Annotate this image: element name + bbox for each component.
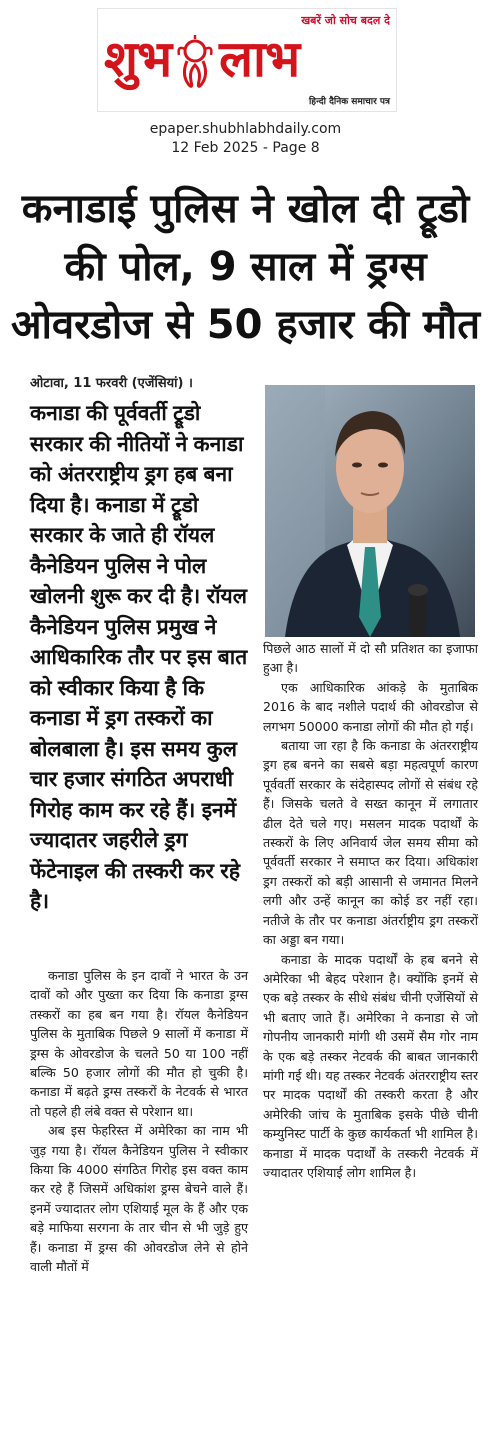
- article-body-left: [30, 966, 248, 1277]
- body-paragraph: पिछले आठ सालों में दो सौ प्रतिशत का इजाफा हुआ है।: [263, 641, 478, 676]
- article-photo: [265, 385, 475, 637]
- logo-text-left: शुभ: [104, 30, 172, 88]
- masthead-subline: हिन्दी दैनिक समाचार पत्र: [308, 97, 390, 107]
- body-paragraph: अब इस फेहरिस्त में अमेरिका का नाम भी जुड़ गया है। रॉयल कैनेडियन पुलिस ने स्वीकार किया कि 4000 संगठित गिरोह इस वक्त काम कर रहे हैं जिसमें अधिकांश ड्रग्स बेचने वाले हैं। इनमें ज्यादातर लोग एशियाई मूल के हैं और एक बड़े माफिया सरगना के तार चीन से भी जुड़े हुए हैं। कनाडा में ड्रग्स की ओवरडोज लेने से होने वाली मौतों में: [30, 1123, 248, 1275]
- article-dateline: ओटावा, 11 फरवरी (एजेंसियां) ।: [30, 376, 193, 391]
- source-date-page: 12 Feb 2025 - Page 8: [171, 140, 320, 156]
- masthead: [97, 8, 397, 112]
- masthead-tagline: खबरें जो सोच बदल दे: [301, 14, 390, 27]
- article-lead: कनाडा की पूर्ववर्ती ट्रूडो सरकार की नीतियों ने कनाडा को अंतरराष्ट्रीय ड्रग हब बना दिया है। कनाडा में ट्रूडो सरकार के जाते ही रॉयल कैनेडियन पुलिस ने पोल खोलनी शुरू कर दी है। रॉयल कैनेडियन पुलिस प्रमुख ने आधिकारिक तौर पर इस बात को स्वीकार किया है कि कनाडा में ड्रग तस्करों का बोलबाला है। इस समय कुल चार हजार संगठित अपराधी गिरोह काम कर रहे हैं। इनमें ज्यादातर जहरीले ड्रग फेंटेनाइल की तस्करी कर रहे है।: [30, 401, 248, 913]
- newspaper-logo: [104, 29, 299, 91]
- body-paragraph: एक आधिकारिक आंकड़े के मुताबिक 2016 के बाद नशीले पदार्थ की ओवरडोज से लगभग 50000 कनाडा लोगों की मौत हो गई।: [263, 679, 478, 734]
- source-site: epaper.shubhlabhdaily.com: [149, 121, 342, 137]
- article-body-right: [263, 639, 478, 1182]
- body-paragraph: कनाडा के मादक पदार्थों के हब बनने से अमेरिका भी बेहद परेशान है। क्योंकि इनमें से एक बड़े तस्कर के सीधे संबंध चीनी एजेंसियों से भी बताए जाते हैं। अमेरिका ने कनाडा से जो गोपनीय जानकारी मांगी थी उसमें सैम गोर नाम के एक बड़े तस्कर नेटवर्क की बाबत जानकारी मांगी गई थी। यह तस्कर नेटवर्क अंतरराष्ट्रीय स्तर पर मादक पदार्थों की तस्करी करता है और अमेरिकी जांच के मुताबिक इसके पीछे चीनी कम्युनिस्ट पार्टी के कुछ कार्यकर्ता भी शामिल है। कनाडा में मादक पदार्थों के तस्करी नेटवर्क में ज्यादातर एशियाई लोग शामिल है।: [263, 951, 478, 1180]
- source-info: [0, 120, 491, 158]
- body-paragraph: बताया जा रहा है कि कनाडा के अंतरराष्ट्रीय ड्रग हब बनने का सबसे बड़ा महत्वपूर्ण कारण पूर्ववर्ती सरकार के संदेहास्पद लोगों से संबंध रहे हैं। जिसके चलते वे सख्त कानून में लगातार ढील देते चले गए। मसलन मादक पदार्थों के तस्करों के लिए अनिवार्य जेल समय सीमा को पूर्ववर्ती सरकार ने समाप्त कर दिया। अधिकांश ड्रग तस्करों को बड़ी आसानी से जमानत मिलने लगी और उन्हें कानून का कोई डर नहीं रहा। नतीजे के तौर पर कनाडा अंतर्राष्ट्रीय ड्रग तस्करों का अड्डा बन गया।: [263, 738, 478, 948]
- article-headline: कनाडाई पुलिस ने खोल दी ट्रूडो की पोल, 9 साल में ड्रग्स ओवरडोज से 50 हजार की मौत: [10, 186, 481, 348]
- ganesha-icon: [171, 35, 219, 91]
- body-paragraph: कनाडा पुलिस के इन दावों ने भारत के उन दावों को और पुख्ता कर दिया कि कनाडा ड्रग्स तस्करों का हब बन गया है। रॉयल कैनेडियन पुलिस के मुताबिक पिछले 9 सालों में कनाडा में ड्रग्स के ओवरडोज के चलते 50 या 100 नहीं बल्कि 50 हजार लोगों की मौत हो चुकी है। कनाडा में बढ़ते ड्रग्स तस्करों के नेटवर्क से भारत तो पहले ही लंबे वक्त से परेशान था।: [30, 968, 248, 1119]
- logo-text-right: लाभ: [219, 30, 300, 88]
